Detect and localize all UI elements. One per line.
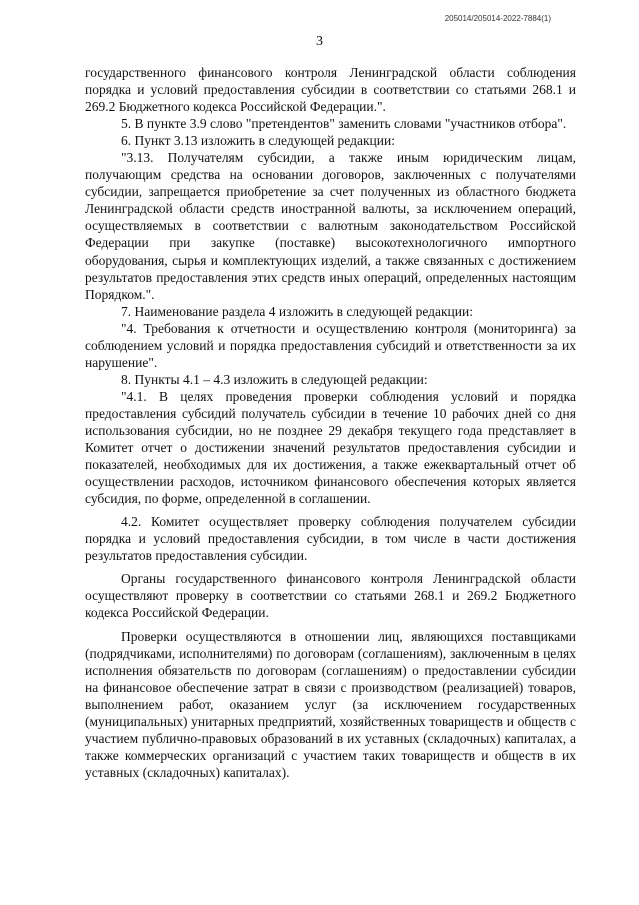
paragraph-quote-3-13: "3.13. Получателям субсидии, а также иным юридическим лицам, получающим средства на основании договоров, заключенных с получателями субсидии, запрещается приобретение за счет полученных из областного бюджета Ленинградской области средств иностранной валюты, за исключением операций, осуществляемых в соответствии с валютным законодательством Российской Федерации при закупке (поставке) высокотехнологичного импортного оборудования, сырья и комплектующих изделий, а также связанных с достижением результатов предоставления этих средств иных операций, определенных настоящим Порядком.". bbox=[85, 150, 576, 302]
paragraph-quote-section-4: "4. Требования к отчетности и осуществлению контроля (мониторинга) за соблюдением условий и порядка предоставления субсидий и ответственности за их нарушение". bbox=[85, 320, 576, 370]
paragraph-item-8: 8. Пункты 4.1 – 4.3 изложить в следующей редакции: bbox=[121, 371, 428, 387]
paragraph-quote-4-1: "4.1. В целях проведения проверки соблюдения условий и порядка предоставления субсидий получатель субсидии в течение 10 рабочих дней со дня использования субсидии, но не позднее 29 декабря текущего года представляет в Комитет отчет о достижении значений результатов предоставления субсидии и показателей, необходимых для их достижения, а также ежеквартальный отчет об осуществлении расходов, источником финансового обеспечения которых является субсидия, по форме, определенной в соглашении. bbox=[85, 388, 576, 507]
paragraph-4-2: 4.2. Комитет осуществляет проверку соблюдения получателем субсидии порядка и условий предоставления субсидии, в том числе в части достижения результатов предоставления субсидии. bbox=[85, 514, 576, 564]
page-number: 3 bbox=[316, 34, 323, 49]
paragraph-item-6: 6. Пункт 3.13 изложить в следующей редакции: bbox=[121, 133, 395, 149]
paragraph-continuation: государственного финансового контроля Ленинградской области соблюдения порядка и условий предоставления субсидии в соответствии со статьями 268.1 и 269.2 Бюджетного кодекса Российской Федерации.". bbox=[85, 65, 576, 115]
paragraph-item-7: 7. Наименование раздела 4 изложить в следующей редакции: bbox=[121, 303, 473, 319]
paragraph-item-5: 5. В пункте 3.9 слово "претендентов" заменить словами "участников отбора". bbox=[121, 116, 567, 132]
document-body bbox=[85, 64, 576, 781]
document-id: 205014/205014-2022-7884(1) bbox=[444, 14, 551, 23]
paragraph-control-bodies: Органы государственного финансового контроля Ленинградской области осуществляют проверку в соответствии со статьями 268.1 и 269.2 Бюджетного кодекса Российской Федерации. bbox=[85, 571, 576, 621]
paragraph-inspections: Проверки осуществляются в отношении лиц, являющихся поставщиками (подрядчиками, исполнителями) по договорам (соглашениям), заключенным в целях исполнения обязательств по договорам (соглашениям) о предоставлении субсидии на финансовое обеспечение затрат в связи с производством (реализацией) товаров, выполнением работ, оказанием услуг (за исключением государственных (муниципальных) унитарных предприятий, хозяйственных товариществ и обществ с участием публично-правовых образований в их уставных (складочных) капиталах, а также коммерческих организаций с участием таких товариществ и обществ в их уставных (складочных) капиталах). bbox=[85, 628, 576, 780]
